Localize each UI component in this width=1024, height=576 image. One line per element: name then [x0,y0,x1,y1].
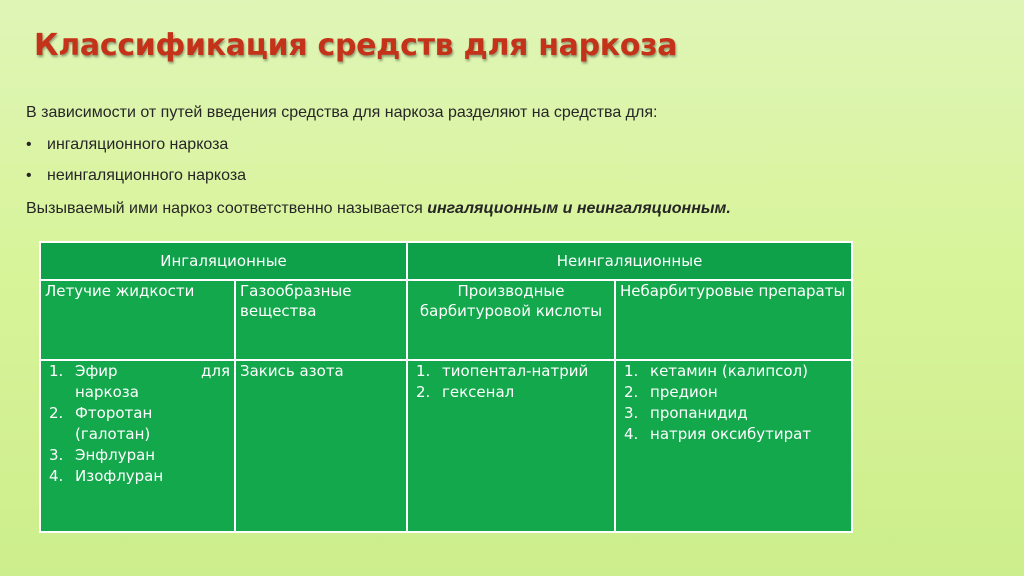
item-first-line [75,361,230,382]
bullet-list [26,135,246,197]
numbered-list [620,361,847,445]
numbered-list [412,361,610,403]
item-number: 2. [624,383,639,401]
subheader-row [40,280,852,360]
item-number: 4. [624,425,639,443]
subheader-gaseous-substances: Газообразные вещества [235,280,407,360]
summary-emphasis: ингаляционным и неингаляционным. [427,200,731,217]
item-number: 2. [49,404,64,422]
intro-text: В зависимости от путей введения средства для наркоза разделяют на средства для: [26,104,658,121]
item-number: 3. [624,404,639,422]
summary-lead: Вызываемый ими наркоз соответственно называется [26,200,428,217]
bullet-marker: • [26,136,32,153]
subheader-volatile-liquids: Летучие жидкости [40,280,235,360]
list-item [620,424,847,445]
list-item [620,403,847,424]
list-item [45,445,230,466]
item-number: 2. [416,383,431,401]
bullet-text: неингаляционного наркоза [47,167,247,184]
list-item [412,382,610,403]
numbered-list [45,361,230,487]
item-text: Изофлуран [75,467,164,485]
bullet-marker: • [26,167,32,184]
item-text: Энфлуран [75,446,156,464]
list-item [45,403,230,445]
item-number: 1. [49,362,64,380]
item-text: наркоза [75,383,139,401]
item-number: 1. [624,362,639,380]
bullet-text: ингаляционного наркоза [47,136,229,153]
group-header-row [40,242,852,280]
item-text: Эфир [75,362,118,380]
bullet-item [26,135,246,166]
subheader-non-barbiturates: Небарбитуровые препараты [615,280,852,360]
list-item [45,466,230,487]
list-item [412,361,610,382]
item-text: гексенал [442,383,515,401]
cell-gaseous-substances: Закись азота [235,360,407,532]
drugs-row [40,360,852,532]
slide-title: Классификация средств для наркоза [34,28,678,63]
subheader-barbiturates: Производные барбитуровой кислоты [407,280,615,360]
item-text: предион [650,383,718,401]
item-text: пропанидид [650,404,748,422]
item-number: 3. [49,446,64,464]
cell-volatile-liquids [40,360,235,532]
group-header-inhalation: Ингаляционные [40,242,407,280]
item-text: для [201,362,230,380]
item-text: кетамин (калипсол) [650,362,808,380]
item-text: тиопентал-натрий [442,362,589,380]
bullet-item [26,166,246,197]
list-item [620,361,847,382]
cell-non-barbiturates [615,360,852,532]
group-header-noninhalation: Неингаляционные [407,242,852,280]
cell-barbiturates [407,360,615,532]
classification-table [39,241,853,533]
list-item [45,361,230,403]
item-text: Фторотан (галотан) [75,404,153,443]
item-text: натрия оксибутират [650,425,812,443]
summary-text [26,199,731,219]
item-number: 1. [416,362,431,380]
item-number: 4. [49,467,64,485]
list-item [620,382,847,403]
